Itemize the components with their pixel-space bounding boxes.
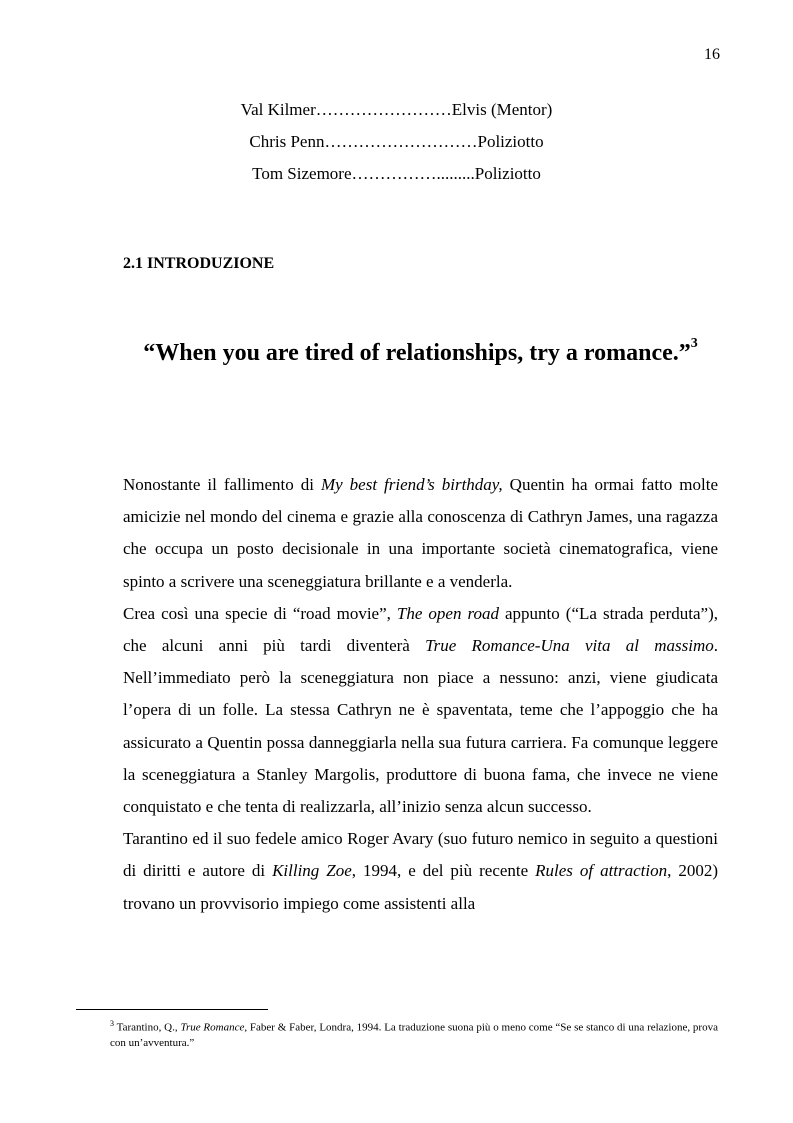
cast-entry: [0, 126, 793, 158]
epigraph-quote: [123, 333, 718, 368]
paragraph: [123, 598, 718, 823]
text-run: Quentin ha ormai fatto molte amicizie nel mondo del cinema e grazie alla conoscenza di Cathryn James, una ragazza che occupa un posto decisionale in una importante società cinematografica, viene spinto a scrivere una sceneggiatura brillante e a venderla.: [123, 475, 718, 591]
actor-name: Chris Penn: [249, 132, 325, 151]
film-title: The open road: [396, 603, 499, 623]
film-title: My best friend’s birthday,: [320, 475, 503, 494]
paragraph: [123, 823, 718, 920]
footnote-divider: [76, 1009, 268, 1010]
cast-list: [0, 94, 793, 190]
text-run: , Faber & Faber, Londra, 1994. La traduzione suona più o meno come “Se se stanco di una relazione, prova con un’avventura.”: [110, 1021, 718, 1049]
cast-entry: [0, 158, 793, 190]
leader-dots: ………………………: [324, 132, 478, 151]
text-run: Tarantino, Q.,: [114, 1021, 181, 1034]
actor-name: Tom Sizemore: [252, 164, 352, 183]
paragraph: [123, 469, 718, 598]
cast-entry: [0, 94, 793, 126]
role-name: Poliziotto: [477, 132, 544, 151]
body-text: [123, 469, 718, 920]
text-run: , 2002) trovano un provvisorio impiego come assistenti alla: [123, 861, 719, 913]
role-name: Elvis (Mentor): [451, 100, 553, 119]
text-run: appunto (“La strada perduta”), che alcuni anni più tardi diventerà: [123, 603, 718, 656]
text-run: . Nell’immediato però la sceneggiatura non piace a nessuno: anzi, viene giudicata l’opera di un folle. La stessa Cathryn ne è spaventata, teme che l’appoggio che ha assicurato a Quentin possa danneggiarla nella sua futura carriera. Fa comunque leggere la sceneggiatura a Stanley Margolis, produttore di buona fama, che invece ne viene conquistato e che tenta di realizzarla, all’inizio senza alcun successo.: [123, 636, 718, 817]
leader-dots: ……………………: [315, 100, 452, 119]
footnote-ref[interactable]: 3: [690, 336, 698, 351]
footnote-number: 3: [110, 1019, 114, 1028]
text-run: Crea così una specie di “road movie”,: [123, 603, 397, 623]
film-title: Killing Zoe: [272, 861, 352, 881]
quote-text: “When you are tired of relationships, try a romance.”: [143, 340, 691, 366]
text-run: Nonostante il fallimento di: [123, 475, 321, 494]
page-number: 16: [704, 46, 720, 63]
actor-name: Val Kilmer: [240, 100, 316, 119]
book-title: True Romance: [180, 1021, 245, 1034]
leader-dots: …………….........: [351, 164, 475, 183]
text-run: Tarantino ed il suo fedele amico Roger Avary (suo futuro nemico in seguito a questioni di diritti e autore di: [123, 829, 718, 881]
role-name: Poliziotto: [474, 164, 541, 183]
text-run: , 1994, e del più recente: [351, 861, 536, 881]
film-title: Rules of attraction: [535, 861, 668, 881]
footnote: [110, 1016, 718, 1051]
film-title: True Romance-Una vita al massimo: [425, 636, 714, 656]
section-heading: 2.1 INTRODUZIONE: [123, 255, 275, 272]
